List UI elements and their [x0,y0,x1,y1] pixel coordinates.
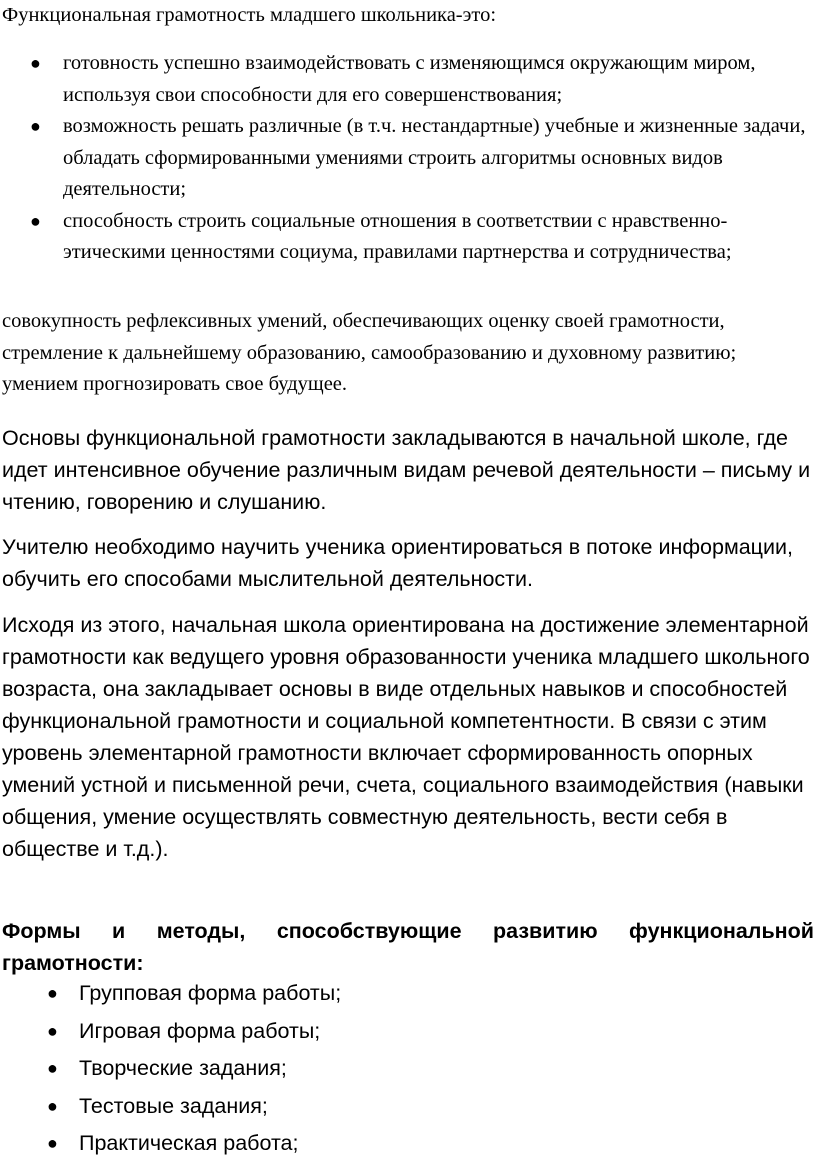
bullet-icon: ● [30,210,41,231]
summary-paragraph: совокупность рефлексивных умений, обеспечивающих оценку своей грамотности, стремление к дальнейшему образованию, самообразованию и духовному развитию; умением прогнозировать свое будущее. [2,310,737,395]
list-item-text: возможность решать различные (в т.ч. нестандартные) учебные и жизненные задачи, обладать сформированными умениями строить алгоритмы основных видов деятельности; [63,115,806,200]
methods-list [0,977,812,1165]
methods-heading: Формы и методы, способствующие развитию функциональной грамотности: [2,919,814,975]
list-item [0,111,812,206]
list-item-text: Групповая форма работы; [79,981,342,1005]
list-item [0,1090,812,1128]
list-item-text: Творческие задания; [79,1056,287,1080]
bullet-icon: ● [47,1058,58,1078]
bullet-icon: ● [30,53,41,73]
bullet-icon: ● [30,116,41,136]
list-item [0,977,812,1015]
paragraph-primary-school: Исходя из этого, начальная школа ориентирована на достижение элементарной грамотности как ведущего уровня образованности ученика младшего школьного возраста, она закладывает основы в виде отдельных навыков и способностей функциональной грамотности и социальной компетентности. В связи с этим уровень элементарной грамотности включает сформированность опорных умений устной и письменной речи, счета, социального взаимодействия (навыки общения, умение осуществлять совместную деятельность, вести себя в обществе и т.д.). [2,613,810,861]
list-item-text: Игровая форма работы; [79,1018,321,1043]
list-item [0,1015,812,1053]
list-item-text: готовность успешно взаимодействовать с изменяющимся окружающим миром, используя свои способности для его совершенствования; [63,52,756,106]
bullet-icon: ● [47,1095,58,1116]
paragraph-foundations: Основы функциональной грамотности закладываются в начальной школе, где идет интенсивное обучение различным видам речевой деятельности – письму и чтению, говорению и слушанию. [2,426,811,514]
bullet-icon: ● [47,1020,58,1041]
list-item [0,48,812,111]
list-item-text: Практическая работа; [79,1131,299,1155]
bullet-icon: ● [47,1133,58,1153]
paragraph-teacher: Учителю необходимо научить ученика ориентироваться в потоке информации, обучить его способами мыслительной деятельности. [2,535,793,591]
list-item [0,1127,812,1165]
intro-line: Функциональная грамотность младшего школьника-это: [2,4,497,26]
list-item-text: способность строить социальные отношения в соответствии с нравственно-этическими ценностями социума, правилами партнерства и сотрудничества; [63,209,732,263]
list-item [0,206,812,269]
list-item [0,1052,812,1090]
definition-list [0,48,812,269]
list-item-text: Тестовые задания; [79,1093,268,1118]
bullet-icon: ● [47,983,58,1003]
